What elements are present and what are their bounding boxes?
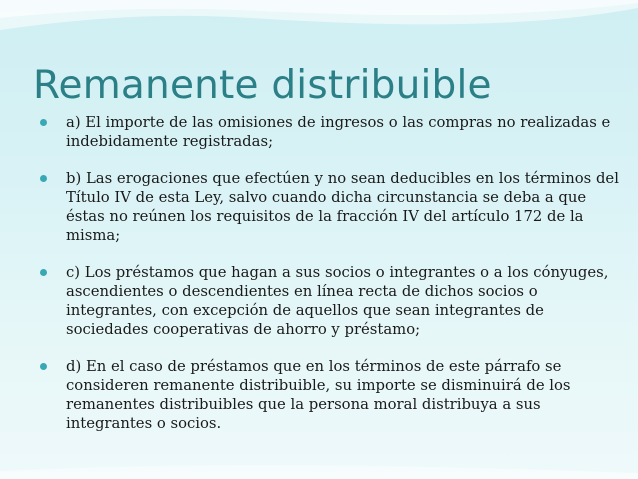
slide-title: Remanente distribuible (33, 63, 492, 108)
list-item (40, 113, 625, 151)
bullet-dot-icon (40, 363, 47, 370)
header-wave-decoration (0, 0, 638, 60)
bullet-list (40, 113, 625, 451)
list-item (40, 169, 625, 245)
bullet-dot-icon (40, 269, 47, 276)
list-item-text: a) El importe de las omisiones de ingresos o las compras no realizadas e indebidamente registradas; (66, 114, 611, 150)
list-item-text: d) En el caso de préstamos que en los términos de este párrafo se consideren remanente distribuible, su importe se disminuirá de los remanentes distribuibles que la persona moral distribuya a sus integrantes o socios. (66, 358, 571, 432)
list-item (40, 357, 625, 433)
list-item-text: c) Los préstamos que hagan a sus socios o integrantes o a los cónyuges, ascendientes o descendientes en línea recta de dichos socios o integrantes, con excepción de aquellos que sean integrantes de sociedades cooperativas de ahorro y préstamo; (66, 264, 609, 338)
bullet-dot-icon (40, 119, 47, 126)
list-item (40, 263, 625, 339)
footer-wave-decoration (0, 459, 638, 479)
bullet-dot-icon (40, 175, 47, 182)
list-item-text: b) Las erogaciones que efectúen y no sean deducibles en los términos del Título IV de esta Ley, salvo cuando dicha circunstancia se deba a que éstas no reúnen los requisitos de la fracción IV del artículo 172 de la misma; (66, 170, 619, 244)
